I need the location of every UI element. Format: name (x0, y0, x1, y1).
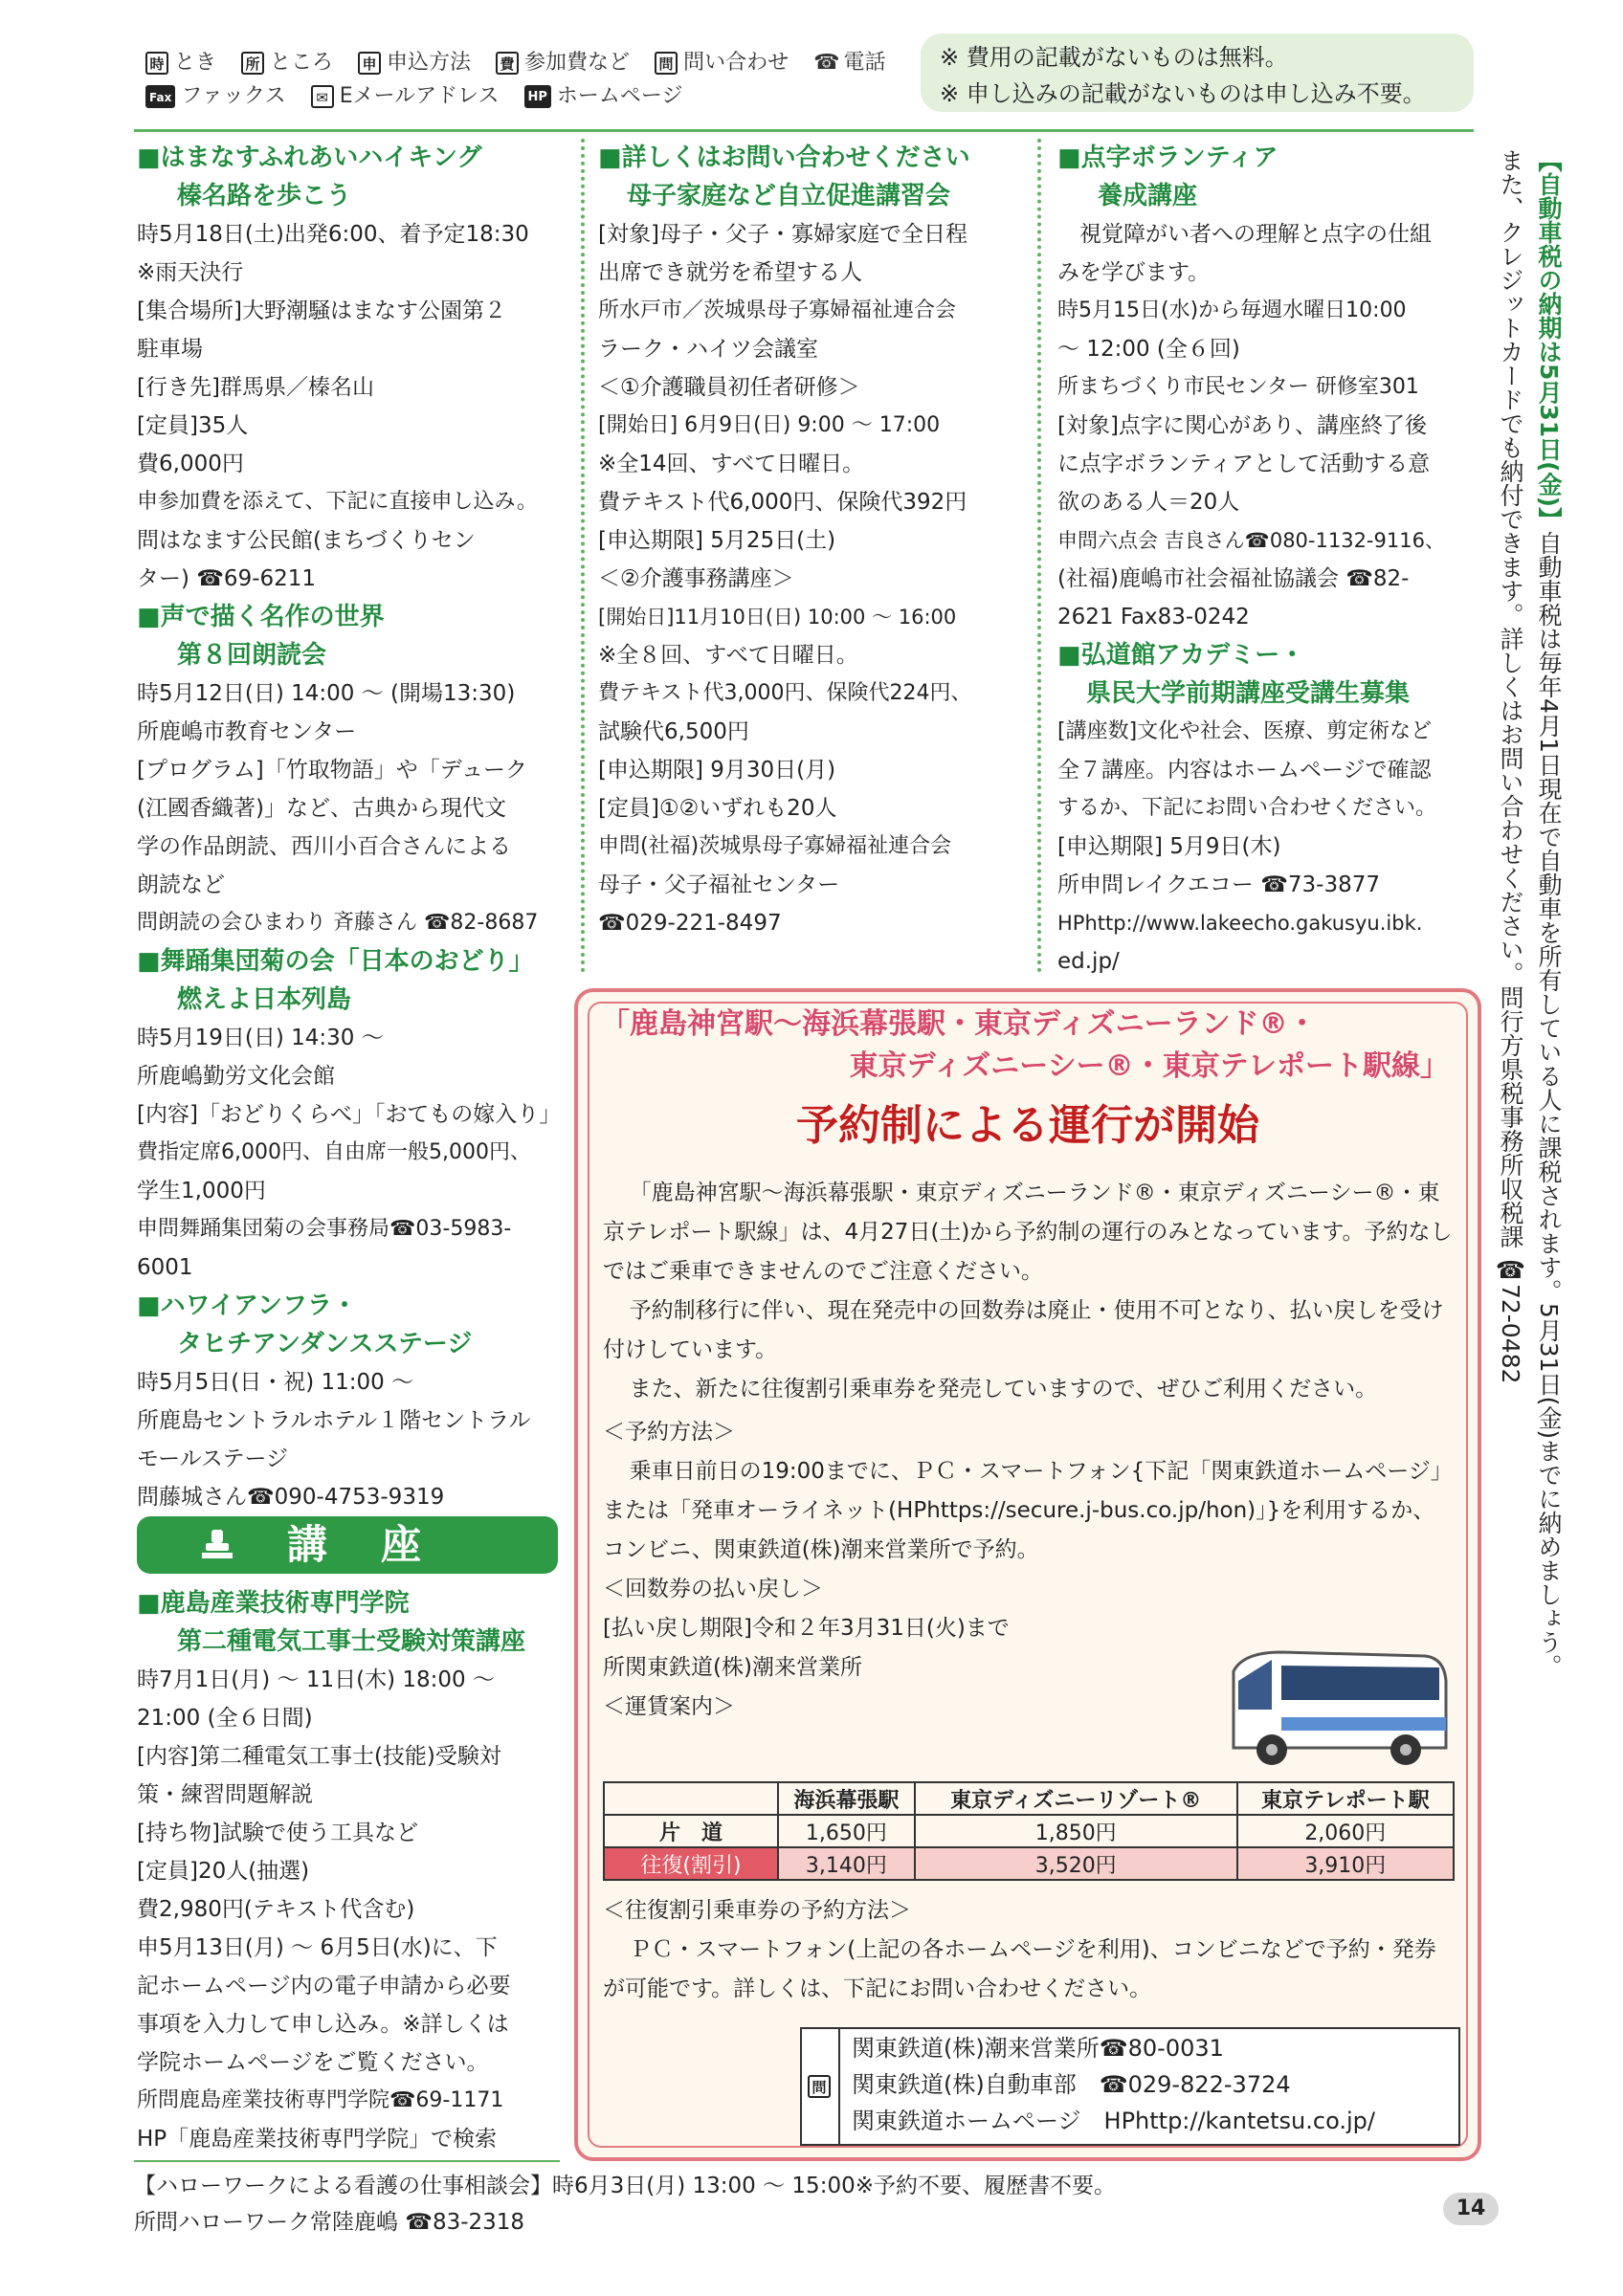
contact-line: 関東鉄道(株)自動車部 ☎029-822-3724 (852, 2071, 1291, 2098)
legend-row-2 (145, 79, 901, 113)
fare-header: 東京テレポート駅 (1237, 1782, 1454, 1815)
event-title: ■舞踊集団菊の会「日本のおどり」 (137, 947, 534, 976)
event-line: 時5月18日(土)出発6:00、着予定18:30 (137, 222, 529, 247)
fare-header-row (604, 1782, 1454, 1815)
event-line: 時5月19日(日) 14:30 ～ (137, 1026, 384, 1050)
box-title-line-2: 東京ディズニーシー®・東京テレポート駅線」 (849, 1049, 1449, 1083)
page-number: 14 (1443, 2193, 1499, 2225)
event-line: 時5月15日(水)から毎週水曜日10:00 (1057, 298, 1407, 322)
event-line: (社福)鹿嶋市社会福祉協議会 ☎82- (1057, 566, 1410, 591)
legend-label: ファックス (181, 84, 286, 108)
event-line: [内容]「おどりくらべ」「おてもの嫁入り」 (137, 1102, 562, 1127)
event-subtitle: タヒチアンダンスステージ (177, 1330, 473, 1358)
event-line: 費テキスト代6,000円、保険代392円 (598, 490, 967, 515)
event-line: [定員]20人(抽選) (137, 1859, 310, 1884)
event-line: ラーク・ハイツ会議室 (598, 337, 818, 362)
event-line: [対象]母子・父子・寡婦家庭で全日程 (598, 222, 967, 247)
fare-cell: 1,850円 (915, 1815, 1237, 1847)
event-line: 出席でき就労を希望する人 (598, 260, 862, 285)
event-line: [持ち物]試験で使う工具など (137, 1821, 418, 1845)
event-line: 全７講座。内容はホームページで確認 (1057, 758, 1432, 783)
event-line: 申5月13日(月) ～ 6月5日(水)に、下 (137, 1935, 498, 1960)
fare-row-roundtrip (604, 1847, 1454, 1880)
box-main-title: 予約制による運行が開始 (796, 1101, 1259, 1150)
event-line: 申問(社福)茨城県母子寡婦福祉連合会 (598, 834, 952, 858)
event-line: ター) ☎69-6211 (137, 566, 317, 591)
contact-line: 関東鉄道ホームページ HPhttp://kantetsu.co.jp/ (852, 2108, 1375, 2134)
event-subtitle: 母子家庭など自立促進講習会 (627, 182, 951, 210)
event-title: ■はまなすふれあいハイキング (137, 144, 482, 172)
event-line: 視覚障がい者への理解と点字の仕組 (1057, 222, 1432, 247)
tax-notice-line-1 (1531, 148, 1566, 1717)
fare-cell: 1,650円 (778, 1815, 915, 1847)
event-line: 6001 (137, 1255, 193, 1280)
fax-icon: Fax (145, 85, 175, 108)
fare-row-label: 往復(割引) (604, 1847, 778, 1880)
notes-box (921, 33, 1474, 112)
tax-notice-heading: 【自動車税の納期は5月31日(金)】 (1535, 148, 1563, 532)
fare-header (604, 1782, 778, 1815)
event-title: ■声で描く名作の世界 (137, 603, 385, 631)
event-line: 問朗読の会ひまわり 斉藤さん ☎82-8687 (137, 911, 539, 935)
box-body-lower (603, 1891, 1455, 2009)
fare-cell: 3,140円 (778, 1847, 915, 1880)
box-title-line-1: 「鹿島神宮駅～海浜幕張駅・東京ディズニーランド®・ (601, 1007, 1317, 1041)
box-subheading: ＜回数券の払い戻し＞ (603, 1577, 823, 1601)
box-subheading: ＜予約方法＞ (603, 1420, 735, 1445)
event-line: 所鹿島セントラルホテル１階セントラル (137, 1408, 531, 1433)
event-subtitle: 第二種電気工事士受験対策講座 (177, 1627, 526, 1656)
event-line: に点字ボランティアとして活動する意 (1057, 452, 1431, 476)
box-paragraph: 乗車日前日の19:00までに、ＰＣ・スマートフォン{下記「関東鉄道ホームページ」または「発車オーライネット(HPhttps://secure.j-bus.co.jp/hon)」}を利用するか、コンビニ、関東鉄道(株)潮来営業所で予約。 (603, 1459, 1453, 1562)
event-line: 所申問レイクエコー ☎73-3877 (1057, 872, 1380, 897)
event-title: ■ハワイアンフラ・ (137, 1292, 357, 1320)
fare-row-label: 片 道 (604, 1815, 778, 1847)
column-3 (1057, 139, 1483, 981)
event-title: ■詳しくはお問い合わせください (598, 144, 970, 172)
bottom-notice-line: 【ハローワークによる看護の仕事相談会】時6月3日(月) 13:00 ～ 15:00※予約不要、履歴書不要。 (134, 2174, 1116, 2198)
event-line: 費2,980円(テキスト代含む) (137, 1897, 415, 1922)
box-paragraph: また、新たに往復割引乗車券を発売していますので、ぜひご利用ください。 (629, 1377, 1378, 1402)
event-subtitle: 県民大学前期講座受講生募集 (1086, 679, 1411, 708)
event-line: 21:00 (全６日間) (137, 1706, 313, 1731)
event-line: [行き先]群馬県／榛名山 (137, 375, 374, 400)
event-line: [定員]①②いずれも20人 (598, 796, 837, 821)
event-subtitle: 第８回朗読会 (177, 641, 327, 670)
event-line: [定員]35人 (137, 413, 249, 438)
event-line: 事項を入力して申し込み。※詳しくは (137, 2012, 509, 2037)
legend-label: ところ (270, 51, 334, 75)
event-line: 費6,000円 (137, 452, 244, 476)
bottom-divider (134, 2160, 560, 2162)
event-line: HP「鹿島産業技術専門学院」で検索 (137, 2127, 498, 2152)
event-line: 朗読など (137, 872, 225, 897)
box-paragraph: 予約制移行に伴い、現在発売中の回数券は廃止・使用不可となり、払い戻しを受け付けしています。 (603, 1298, 1444, 1362)
legend-label: 電話 (843, 51, 886, 75)
event-line: 時5月5日(日・祝) 11:00 ～ (137, 1370, 414, 1395)
event-line: (江國香織著)」など、古典から現代文 (137, 796, 506, 821)
box-paragraph: ＰＣ・スマートフォン(上記の各ホームページを利用)、コンビニなどで予約・発券が可能です。詳しくは、下記にお問い合わせください。 (603, 1937, 1436, 2001)
legend (145, 46, 901, 113)
event-line: ※雨天決行 (137, 260, 244, 285)
event-title: ■鹿島産業技術専門学院 (137, 1589, 410, 1618)
box-paragraph: 「鹿島神宮駅～海浜幕張駅・東京ディズニーランド®・東京ディズニーシー®・東京テレポート駅線」は、4月27日(土)から予約制の運行のみとなっています。予約なしではご乗車できませんのでご注意ください。 (603, 1181, 1453, 1284)
event-line: ed.jp/ (1057, 949, 1120, 974)
event-line: ☎029-221-8497 (598, 911, 782, 936)
event-line: HPhttp://www.lakeecho.gakusyu.ibk. (1057, 912, 1423, 935)
event-line: 学生1,000円 (137, 1179, 266, 1203)
inquiry-icon: 問 (655, 52, 678, 75)
column-1-course (137, 1584, 563, 2158)
stamp-icon (198, 1526, 236, 1564)
event-line: 時5月12日(日) 14:00 ～ (開場13:30) (137, 681, 516, 706)
event-line: 費指定席6,000円、自由席一般5,000円、 (137, 1140, 531, 1164)
event-line: 母子・父子福祉センター (598, 872, 840, 897)
event-line: ※全14回、すべて日曜日。 (598, 452, 865, 476)
event-line: ＜②介護事務講座＞ (598, 566, 794, 591)
moushikomi-icon: 申 (358, 52, 381, 75)
event-line: 所問鹿島産業技術専門学院☎69-1171 (137, 2088, 504, 2112)
event-line: 申問六点会 吉良さん☎080-1132-9116、 (1057, 529, 1445, 552)
tax-notice-text: 自動車税は毎年4月1日現在で自動車を所有している人に課税されます。5月31日(金)までに納めましょう。 (1535, 531, 1563, 1679)
email-icon: ✉ (311, 85, 334, 108)
course-section-banner (137, 1516, 558, 1574)
fare-header: 海浜幕張駅 (778, 1782, 915, 1815)
legend-label: 問い合わせ (683, 51, 789, 75)
event-line: 申参加費を添えて、下記に直接申し込み。 (137, 490, 538, 514)
event-line: [申込期限] 9月30日(月) (598, 758, 836, 783)
contact-line: 関東鉄道(株)潮来営業所☎80-0031 (852, 2035, 1224, 2062)
fare-header: 東京ディズニーリゾート® (915, 1782, 1237, 1815)
event-line: 学の作品朗読、西川小百合さんによる (137, 834, 511, 859)
column-1 (137, 139, 563, 1516)
toki-icon: 時 (145, 52, 168, 75)
event-line: [開始日]11月10日(日) 10:00 ～ 16:00 (598, 606, 957, 629)
tax-notice-text: また、クレジットカードでも納付できます。詳しくはお問い合わせください。問行方県税事務所収税課 ☎72-0482 (1497, 148, 1524, 1384)
phone-icon: ☎ (813, 51, 840, 75)
event-line: [講座数]文化や社会、医療、剪定術など (1057, 719, 1433, 743)
event-line: 所まちづくり市民センター 研修室301 (1057, 375, 1419, 399)
fare-cell: 3,910円 (1237, 1847, 1454, 1880)
event-line: 所水戸市／茨城県母子寡婦福祉連合会 (598, 298, 957, 322)
event-line: 問はなます公民館(まちづくりセン (137, 528, 476, 553)
legend-row-1 (145, 46, 901, 79)
fare-cell: 3,520円 (915, 1847, 1237, 1880)
fare-row-oneway (604, 1815, 1454, 1847)
event-line: 学院ホームページをご覧ください。 (137, 2050, 489, 2075)
event-line: 2621 Fax83-0242 (1057, 605, 1250, 629)
legend-label: Eメールアドレス (339, 84, 500, 108)
box-line: 所関東鉄道(株)潮来営業所 (603, 1655, 862, 1680)
column-divider (581, 139, 585, 973)
bottom-notice-line: 所問ハローワーク常陸鹿嶋 ☎83-2318 (134, 2210, 525, 2235)
event-line: [集合場所]大野潮騒はまなす公園第２ (137, 298, 506, 323)
event-line: するか、下記にお問い合わせください。 (1057, 796, 1437, 820)
bus-illustration (1214, 1643, 1454, 1777)
event-subtitle: 燃えよ日本列島 (177, 985, 352, 1014)
fee-icon: 費 (496, 52, 519, 75)
box-subheading: ＜運賃案内＞ (603, 1694, 735, 1719)
tokoro-icon: 所 (241, 52, 264, 75)
note-free: ※ 費用の記載がないものは無料。 (940, 44, 1288, 71)
event-line: 時7月1日(月) ～ 11日(木) 18:00 ～ (137, 1667, 495, 1692)
event-line: ～ 12:00 (全６回) (1057, 337, 1240, 362)
event-line: [申込期限] 5月9日(木) (1057, 834, 1281, 859)
event-line: ※全８回、すべて日曜日。 (598, 643, 858, 668)
event-line: 駐車場 (137, 337, 203, 362)
legend-label: とき (174, 51, 217, 75)
event-line: [対象]点字に関心があり、講座終了後 (1057, 413, 1427, 438)
contact-lines (852, 2030, 1375, 2139)
legend-label: 参加費など (524, 51, 631, 75)
box-subheading: ＜往復割引乗車券の予約方法＞ (603, 1898, 911, 1923)
event-line: 所鹿嶋市教育センター (137, 719, 357, 744)
event-line: 試験代6,500円 (598, 719, 749, 744)
column-2 (598, 139, 1029, 942)
event-title: ■点字ボランティア (1057, 144, 1278, 172)
event-line: [プログラム]「竹取物語」や「デューク (137, 758, 528, 783)
event-line: 問藤城さん☎090-4753-9319 (137, 1485, 445, 1510)
event-line: 策・練習問題解説 (137, 1782, 313, 1807)
event-line: ＜①介護職員初任者研修＞ (598, 375, 860, 400)
bottom-notice (134, 2168, 1474, 2241)
event-subtitle: 養成講座 (1098, 182, 1198, 210)
event-line: 申問舞踊集団菊の会事務局☎03-5983- (137, 1217, 512, 1241)
contact-box (800, 2027, 1460, 2146)
inquiry-icon: 問 (802, 2029, 840, 2144)
box-line: [払い戻し期限]令和２年3月31日(火)まで (603, 1616, 1010, 1641)
event-line: 所鹿嶋勤労文化会館 (137, 1064, 335, 1089)
bus-reservation-box (574, 988, 1481, 2161)
fare-table (603, 1781, 1455, 1881)
event-line: 費テキスト代3,000円、保険代224円、 (598, 681, 972, 705)
column-divider (1037, 139, 1041, 973)
event-line: みを学びます。 (1057, 260, 1211, 285)
fare-cell: 2,060円 (1237, 1815, 1454, 1847)
note-no-application: ※ 申し込みの記載がないものは申し込み不要。 (940, 80, 1426, 107)
legend-label: ホームページ (556, 84, 683, 108)
legend-label: 申込方法 (387, 51, 472, 75)
event-line: [申込期限] 5月25日(土) (598, 528, 836, 553)
tax-notice-line-2 (1493, 148, 1527, 1717)
event-line: [開始日] 6月9日(日) 9:00 ～ 17:00 (598, 413, 941, 437)
event-title: ■弘道館アカデミー・ (1057, 641, 1305, 670)
event-line: 記ホームページ内の電子申請から必要 (137, 1974, 511, 1998)
course-section-label: 講座 (286, 1521, 475, 1568)
event-line: モールステージ (137, 1446, 289, 1471)
top-divider (134, 129, 1474, 132)
homepage-icon: HP (524, 85, 551, 108)
event-line: [内容]第二種電気工事士(技能)受験対 (137, 1744, 501, 1769)
event-subtitle: 榛名路を歩こう (177, 182, 352, 210)
event-line: 欲のある人＝20人 (1057, 490, 1240, 515)
